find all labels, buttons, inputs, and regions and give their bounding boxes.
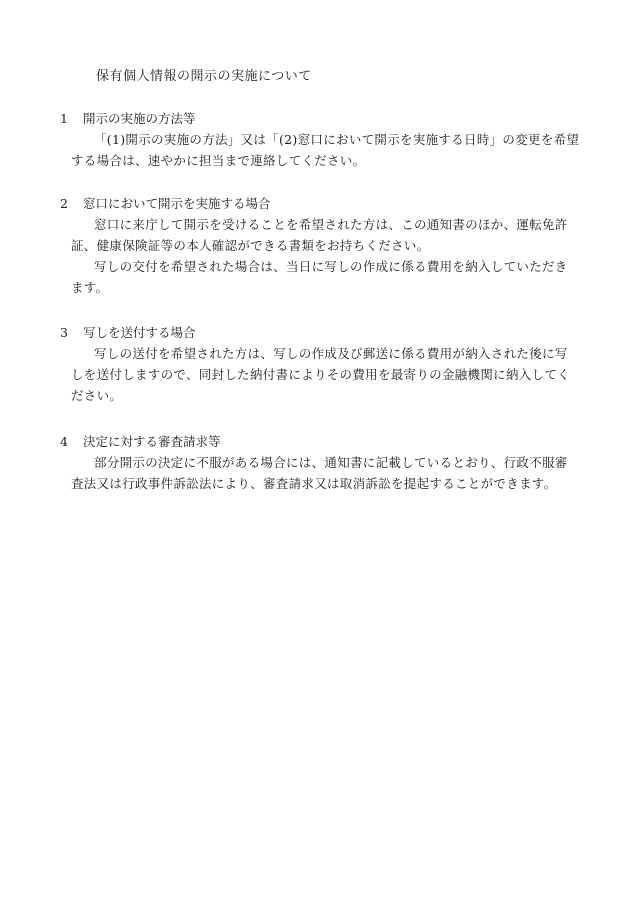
document-title: 保有個人情報の開示の実施について <box>96 69 312 84</box>
section-paragraph: 写しの交付を希望された場合は、当日に写しの作成に係る費用を納入していただきます。 <box>71 259 568 295</box>
section-2 <box>60 193 580 298</box>
section-title: 決定に対する審査請求等 <box>83 434 221 449</box>
section-paragraph: 部分開示の決定に不服がある場合には、通知書に記載しているとおり、行政不服審査法又は行政事件訴訟法により、審査請求又は取消訴訟を提起することができます。 <box>71 455 568 491</box>
section-paragraph: 写しの送付を希望された方は、写しの作成及び郵送に係る費用が納入された後に写しを送付しますので、同封した納付書によりその費用を最寄りの金融機関に納入してください。 <box>71 346 570 403</box>
section-heading <box>60 322 580 343</box>
section-number: 1 <box>60 111 68 126</box>
section-number: 3 <box>60 325 68 340</box>
section-title: 窓口において開示を実施する場合 <box>83 196 271 211</box>
section-number: 2 <box>60 196 68 211</box>
section-title: 開示の実施の方法等 <box>83 111 196 126</box>
section-number: 4 <box>60 434 68 449</box>
section-heading <box>60 193 580 214</box>
section-4 <box>60 431 580 494</box>
section-paragraph: 窓口に来庁して開示を受けることを希望された方は、この通知書のほか、運転免許証、健康保険証等の本人確認ができる書類をお持ちください。 <box>71 217 568 253</box>
section-3 <box>60 322 580 406</box>
section-1 <box>60 108 580 171</box>
section-paragraph: 「(1)開示の実施の方法」又は「(2)窓口において開示を実施する日時」の変更を希望する場合は、速やかに担当まで連絡してください。 <box>71 132 580 168</box>
section-title: 写しを送付する場合 <box>83 325 196 340</box>
section-heading <box>60 431 580 452</box>
section-heading <box>60 108 580 129</box>
